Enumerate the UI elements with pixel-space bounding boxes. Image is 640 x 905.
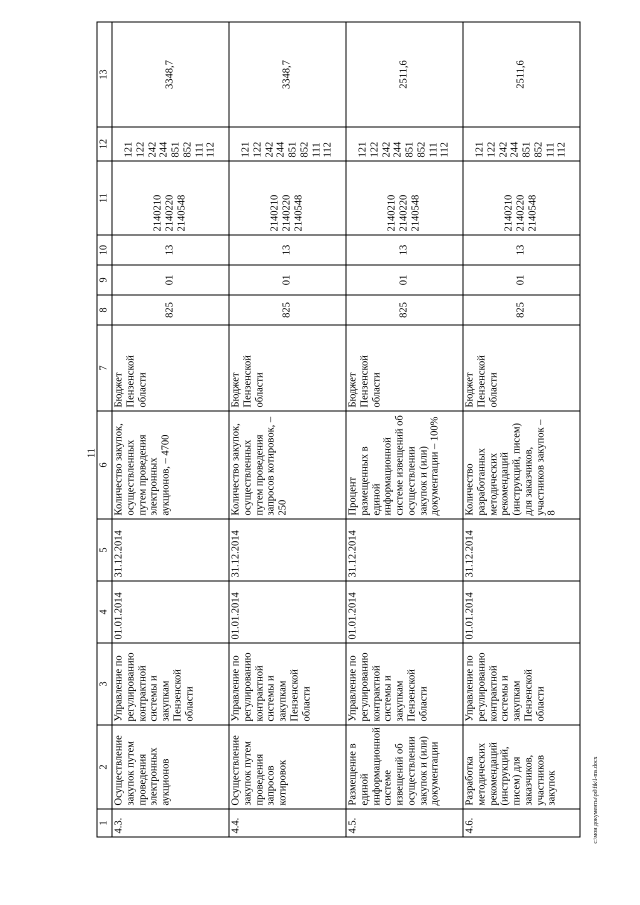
- event-name: Разработка методических рекомендаций (инструкций, писем) для заказчиков, участников закупок: [463, 725, 580, 809]
- vr-code: 244: [392, 141, 404, 158]
- vr-code: 851: [287, 141, 299, 158]
- rotated-page-content: [97, 23, 581, 838]
- header-cell: 13: [97, 22, 112, 127]
- grbs-code: 825: [112, 295, 229, 325]
- vr-codes: [112, 127, 229, 161]
- header-cell: 1: [97, 809, 112, 837]
- vr-code: 112: [205, 142, 217, 158]
- end-date: 31.12.2014: [229, 519, 346, 581]
- vr-code: 242: [381, 141, 392, 158]
- header-cell: 6: [97, 411, 112, 519]
- header-cell: 4: [97, 581, 112, 643]
- csr-code: 2140210: [269, 194, 281, 232]
- start-date: 01.01.2014: [346, 581, 463, 643]
- page-number-text: 11: [86, 448, 98, 458]
- vr-code: 111: [545, 142, 556, 158]
- table-row: [463, 22, 580, 837]
- header-cell: 5: [97, 519, 112, 581]
- start-date: 01.01.2014: [112, 581, 229, 643]
- csr-codes: [229, 161, 346, 235]
- start-date: 01.01.2014: [229, 581, 346, 643]
- vr-code: 851: [404, 141, 416, 158]
- csr-codes: [112, 161, 229, 235]
- header-cell: 2: [97, 725, 112, 809]
- vr-code: 121: [357, 141, 369, 158]
- vr-code: 244: [158, 141, 170, 158]
- csr-code: 2140210: [386, 194, 398, 232]
- csr-code: 2140548: [410, 194, 422, 232]
- amount: 3348,7: [112, 22, 229, 127]
- vr-code: 851: [170, 141, 182, 158]
- csr-code: 2140548: [293, 194, 305, 232]
- start-date: 01.01.2014: [463, 581, 580, 643]
- vr-code: 111: [428, 142, 439, 158]
- vr-code: 122: [369, 141, 381, 158]
- vr-code: 111: [311, 142, 322, 158]
- header-cell: 11: [97, 161, 112, 235]
- header-cell: 12: [97, 127, 112, 161]
- indicator: Процент размещенных в единой информационной системе извещений об осуществлении закупок и (или) документации – 100%: [346, 411, 463, 519]
- csr-code: 2140220: [398, 194, 410, 232]
- vr-code: 121: [123, 141, 135, 158]
- vr-code: 122: [252, 141, 264, 158]
- header-cell: 3: [97, 643, 112, 725]
- amount: 3348,7: [229, 22, 346, 127]
- csr-codes: [346, 161, 463, 235]
- vr-codes: [229, 127, 346, 161]
- grbs-code: 825: [463, 295, 580, 325]
- vr-code: 244: [275, 141, 287, 158]
- vr-code: 851: [521, 141, 533, 158]
- amount: 2511,6: [463, 22, 580, 127]
- vr-code: 121: [240, 141, 252, 158]
- grbs-code: 825: [229, 295, 346, 325]
- header-cell: 9: [97, 265, 112, 295]
- row-number: 4.3.: [112, 809, 229, 837]
- vr-code: 111: [194, 142, 205, 158]
- csr-code: 2140220: [515, 194, 527, 232]
- pr-code: 13: [463, 235, 580, 265]
- funding-source: Бюджет Пензенской области: [463, 325, 580, 411]
- header-cell: 7: [97, 325, 112, 411]
- funding-source: Бюджет Пензенской области: [229, 325, 346, 411]
- vr-codes: [346, 127, 463, 161]
- indicator: Количество закупок, осуществленных путем проведения электронных аукционов, – 4700: [112, 411, 229, 519]
- csr-code: 2140548: [527, 194, 539, 232]
- executor: Управление по регулированию контрактной системы и закупкам Пензенской области: [229, 643, 346, 725]
- pr-code: 13: [112, 235, 229, 265]
- grbs-code: 825: [346, 295, 463, 325]
- vr-code: 242: [498, 141, 509, 158]
- csr-code: 2140210: [503, 194, 515, 232]
- end-date: 31.12.2014: [346, 519, 463, 581]
- vr-code: 121: [474, 141, 486, 158]
- table-row: [229, 22, 346, 837]
- funding-source: Бюджет Пензенской области: [346, 325, 463, 411]
- vr-code: 852: [533, 141, 545, 158]
- csr-code: 2140548: [176, 194, 188, 232]
- vr-code: 852: [182, 141, 194, 158]
- executor: Управление по регулированию контрактной системы и закупкам Пензенской области: [463, 643, 580, 725]
- table-row: [346, 22, 463, 837]
- program-activities-table: [97, 22, 581, 838]
- vr-code: 122: [486, 141, 498, 158]
- rz-code: 01: [229, 265, 346, 295]
- vr-code: 112: [439, 142, 451, 158]
- csr-codes: [463, 161, 580, 235]
- end-date: 31.12.2014: [463, 519, 580, 581]
- rz-code: 01: [346, 265, 463, 295]
- row-number: 4.5.: [346, 809, 463, 837]
- vr-code: 242: [264, 141, 275, 158]
- vr-code: 852: [416, 141, 428, 158]
- indicator: Количество разработанных методических рекомендаций (инструкций, писем) для заказчиков, участников закупок – 8: [463, 411, 580, 519]
- csr-code: 2140220: [164, 194, 176, 232]
- rz-code: 01: [463, 265, 580, 295]
- csr-code: 2140220: [281, 194, 293, 232]
- executor: Управление по регулированию контрактной системы и закупкам Пензенской области: [346, 643, 463, 725]
- amount: 2511,6: [346, 22, 463, 127]
- vr-code: 112: [322, 142, 334, 158]
- row-number: 4.4.: [229, 809, 346, 837]
- executor: Управление по регулированию контрактной системы и закупкам Пензенской области: [112, 643, 229, 725]
- table-row: [112, 22, 229, 837]
- event-name: Осуществление закупок путем проведения запросов котировок: [229, 725, 346, 809]
- pr-code: 13: [346, 235, 463, 265]
- pr-code: 13: [229, 235, 346, 265]
- vr-codes: [463, 127, 580, 161]
- vr-code: 244: [509, 141, 521, 158]
- row-number: 4.6.: [463, 809, 580, 837]
- vr-code: 122: [135, 141, 147, 158]
- header-row: [97, 22, 112, 837]
- event-name: Осуществление закупок путем проведения электронных аукционов: [112, 725, 229, 809]
- end-date: 31.12.2014: [112, 519, 229, 581]
- header-cell: 10: [97, 235, 112, 265]
- vr-code: 242: [147, 141, 158, 158]
- vr-code: 112: [556, 142, 568, 158]
- header-cell: 8: [97, 295, 112, 325]
- funding-source: Бюджет Пензенской области: [112, 325, 229, 411]
- vr-code: 852: [299, 141, 311, 158]
- indicator: Количество закупок, осуществленных путем проведения запросов котировок, – 250: [229, 411, 346, 519]
- footer-path-text: c:\мои документы\pd\fik\l-ms.docx: [593, 756, 599, 844]
- csr-code: 2140210: [152, 194, 164, 232]
- rz-code: 01: [112, 265, 229, 295]
- event-name: Размещение в единой информационной системе извещений об осуществлении закупок и (или) документации: [346, 725, 463, 809]
